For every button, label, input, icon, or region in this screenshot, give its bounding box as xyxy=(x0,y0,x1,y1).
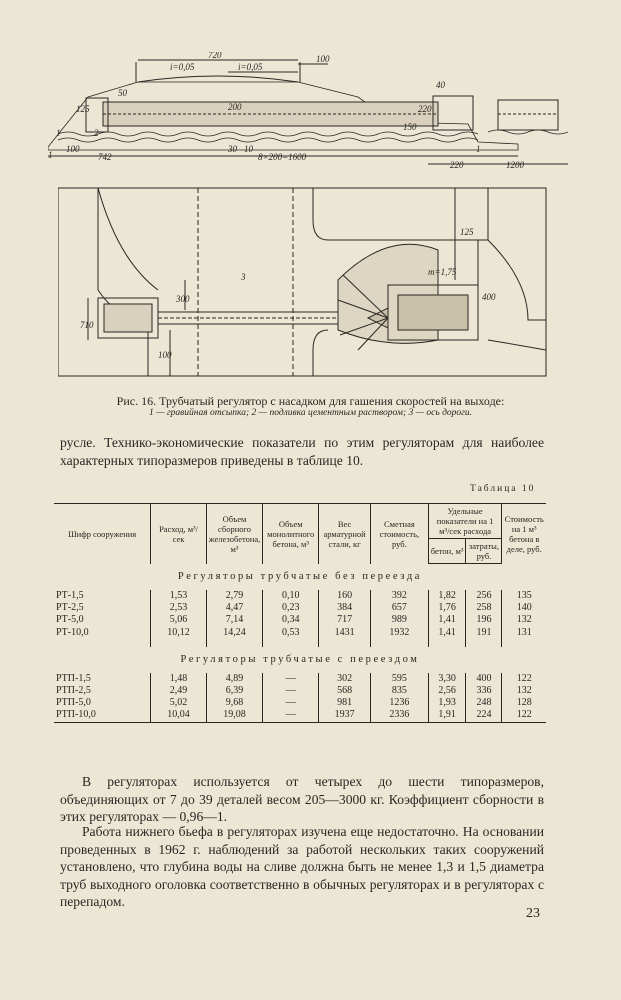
table-cell: 1932 xyxy=(371,627,429,639)
table-cell: 256 xyxy=(466,590,502,602)
plan-dim-125: 125 xyxy=(460,227,474,237)
header-cost: Сметная стоимость, руб. xyxy=(371,504,429,564)
table-cell: 191 xyxy=(466,627,502,639)
table-cell: 302 xyxy=(319,673,371,685)
plan-dim-400: 400 xyxy=(482,292,496,302)
dim-742: 742 xyxy=(98,152,112,162)
table-cell: 0,10 xyxy=(263,590,319,602)
table-section-title: Регуляторы трубчатые без переезда xyxy=(177,571,423,582)
dim-1200: 1200 xyxy=(506,160,524,170)
table-cell: 19,08 xyxy=(206,709,263,722)
table-cell: 657 xyxy=(371,602,429,614)
plan-dim-100: 100 xyxy=(158,350,172,360)
table-cell: 4,47 xyxy=(206,602,263,614)
table-cell: 0,23 xyxy=(263,602,319,614)
data-table xyxy=(54,503,546,723)
plan-dim-710: 710 xyxy=(80,320,94,330)
dim-125: 125 xyxy=(76,104,90,114)
table-cell-code: РТ-5,0 xyxy=(56,614,84,626)
table-gap-cell xyxy=(151,639,206,647)
table-cell-code: РТП-1,5 xyxy=(56,672,91,684)
dim-50: 50 xyxy=(118,88,127,98)
table-cell: 132 xyxy=(502,685,546,697)
table-cell: 568 xyxy=(319,685,371,697)
table-cell: 160 xyxy=(319,590,371,602)
callout-1c: 1 xyxy=(476,144,481,154)
table-gap-cell xyxy=(428,639,466,647)
table-cell: 717 xyxy=(319,614,371,626)
table-cell: 1,53 xyxy=(151,590,206,602)
table-section-row xyxy=(54,647,546,673)
table-section-title: Регуляторы трубчатые с переездом xyxy=(180,653,420,665)
table-gap-cell xyxy=(319,639,371,647)
paragraph-tailwater: Работа нижнего бьефа в регуляторах изучена еще недостаточно. На основании проведенных в 1962 г. наблюдений за работой нескольких таких сооружений установлено, что глубина воды на сливе должна быть не менее 1,3 и 1,5 диаметра труб выходного оголовка соответственно в обычных регуляторах и в регуляторах с перепадом. xyxy=(60,824,544,909)
header-flow: Расход, м³/сек xyxy=(151,504,206,564)
figure-caption: Рис. 16. Трубчатый регулятор с насадком для гашения скоростей на выходе: xyxy=(116,394,505,408)
table-cell: 1937 xyxy=(319,709,371,722)
table-cell: 9,68 xyxy=(206,697,263,709)
dim-100: 100 xyxy=(316,54,330,64)
table-cell: 1,41 xyxy=(428,627,466,639)
table-cell: 1236 xyxy=(371,697,429,709)
table-row xyxy=(54,590,546,602)
header-sp-concrete: бетон, м³ xyxy=(428,539,466,564)
table-cell: 10,04 xyxy=(151,709,206,722)
section-drawing xyxy=(48,52,568,170)
header-unit-cost: Стоимость на 1 м³ бетона в деле, руб. xyxy=(502,504,546,564)
table-cell: — xyxy=(263,685,319,697)
table-cell: 835 xyxy=(371,685,429,697)
table-row xyxy=(54,709,546,722)
table-gap-cell xyxy=(502,639,546,647)
table-cell: 5,06 xyxy=(151,614,206,626)
slope-label-1: i=0,05 xyxy=(170,62,195,72)
table-cell: — xyxy=(263,709,319,722)
table-cell: 336 xyxy=(466,685,502,697)
table-cell: 10,12 xyxy=(151,627,206,639)
figure-legend: 1 — гравийная отсыпка; 2 — подливка цементным раствором; 3 — ось дороги. xyxy=(149,408,472,418)
dim-220a: 220 xyxy=(418,104,432,114)
table-cell: 132 xyxy=(502,614,546,626)
table-body xyxy=(54,564,546,723)
table-cell: 595 xyxy=(371,673,429,685)
table-cell: 6,39 xyxy=(206,685,263,697)
table-cell: 1,76 xyxy=(428,602,466,614)
header-precast: Объем сборного железобетона, м³ xyxy=(206,504,263,564)
table-cell: 140 xyxy=(502,602,546,614)
table-cell: 1431 xyxy=(319,627,371,639)
table-row xyxy=(54,614,546,626)
table-cell-code: РТП-5,0 xyxy=(56,697,91,709)
dim-100b: 100 xyxy=(66,144,80,154)
dim-150: 150 xyxy=(403,122,417,132)
paragraph-intro: русле. Технико-экономические показатели по этим регуляторам для наиболее характерных типоразмеров приведены в таблице 10. xyxy=(60,435,544,468)
table-cell: 392 xyxy=(371,590,429,602)
slope-label-2: i=0,05 xyxy=(238,62,263,72)
table-cell: 3,30 xyxy=(428,673,466,685)
dim-200: 200 xyxy=(228,102,242,112)
table-cell-code: РТ-2,5 xyxy=(56,602,84,614)
table-cell-code: РТ-10,0 xyxy=(56,626,89,638)
header-steel: Вес арматурной стали, кг xyxy=(319,504,371,564)
table-cell: 224 xyxy=(466,709,502,722)
table-cell: 122 xyxy=(502,673,546,685)
table-cell: 981 xyxy=(319,697,371,709)
table-cell: 0,53 xyxy=(263,627,319,639)
table-gap-cell xyxy=(263,639,319,647)
table-cell: 0,34 xyxy=(263,614,319,626)
table-cell: 1,91 xyxy=(428,709,466,722)
table-cell-code: РТП-2,5 xyxy=(56,685,91,697)
table-row xyxy=(54,627,546,639)
table-label: Таблица 10 xyxy=(470,484,536,494)
table-cell-code: РТ-1,5 xyxy=(56,590,84,601)
callout-1: 1 xyxy=(48,150,53,160)
dim-40: 40 xyxy=(436,80,445,90)
page-number: 23 xyxy=(526,906,540,921)
table-cell: 2,49 xyxy=(151,685,206,697)
table-cell: 1,82 xyxy=(428,590,466,602)
table-cell: 2336 xyxy=(371,709,429,722)
table-row xyxy=(54,685,546,697)
header-code: Шифр сооружения xyxy=(54,504,151,564)
table-cell: 4,89 xyxy=(206,673,263,685)
table-cell: 1,48 xyxy=(151,673,206,685)
dim-720: 720 xyxy=(208,52,222,60)
table-cell: 2,53 xyxy=(151,602,206,614)
table-row xyxy=(54,673,546,685)
table-gap-cell xyxy=(206,639,263,647)
table-gap-cell xyxy=(371,639,429,647)
table-cell-code: РТП-10,0 xyxy=(54,709,151,722)
table-cell: — xyxy=(263,673,319,685)
table-row xyxy=(54,602,546,614)
table-cell: 122 xyxy=(502,709,546,722)
table-cell: 131 xyxy=(502,627,546,639)
table-cell: 1,41 xyxy=(428,614,466,626)
table-gap-cell xyxy=(466,639,502,647)
table-cell: 14,24 xyxy=(206,627,263,639)
table-cell: 196 xyxy=(466,614,502,626)
plan-drawing xyxy=(58,180,548,385)
table-cell: — xyxy=(263,697,319,709)
table-cell: 5,02 xyxy=(151,697,206,709)
table-cell: 248 xyxy=(466,697,502,709)
table-row xyxy=(54,697,546,709)
table-cell: 128 xyxy=(502,697,546,709)
dim-2: 2 xyxy=(94,128,99,138)
header-specific: Удельные показатели на 1 м³/сек расхода xyxy=(428,504,502,539)
table-cell: 989 xyxy=(371,614,429,626)
table-gap-cell xyxy=(54,639,151,647)
callout-1b: 1 xyxy=(56,128,61,138)
paragraph-sizes: В регуляторах используется от четырех до шести типоразмеров, объединяющих от 7 до 39 деталей весом 205—3000 кг. Коэффициент сборности в этих регуляторах — 0,96—1. xyxy=(60,774,544,824)
plan-callout-3: 3 xyxy=(241,272,246,282)
dim-10: 10 xyxy=(244,144,253,154)
header-monolith: Объем монолитного бетона, м³ xyxy=(263,504,319,564)
table-cell: 7,14 xyxy=(206,614,263,626)
table-cell: 2,79 xyxy=(206,590,263,602)
dim-sequence: 8×200=1600 xyxy=(258,152,307,162)
plan-dim-m: m=1,75 xyxy=(428,267,457,277)
dim-30: 30 xyxy=(228,144,237,154)
header-sp-cost: затраты, руб. xyxy=(466,539,502,564)
table-cell: 1,93 xyxy=(428,697,466,709)
dim-220b: 220 xyxy=(450,160,464,170)
table-cell: 135 xyxy=(502,590,546,602)
plan-dim-300-text: 300 xyxy=(176,294,190,304)
table-cell: 384 xyxy=(319,602,371,614)
table-cell: 400 xyxy=(466,673,502,685)
table-gap xyxy=(54,639,546,647)
table-cell: 258 xyxy=(466,602,502,614)
table-section-row xyxy=(54,564,546,591)
table-cell: 2,56 xyxy=(428,685,466,697)
